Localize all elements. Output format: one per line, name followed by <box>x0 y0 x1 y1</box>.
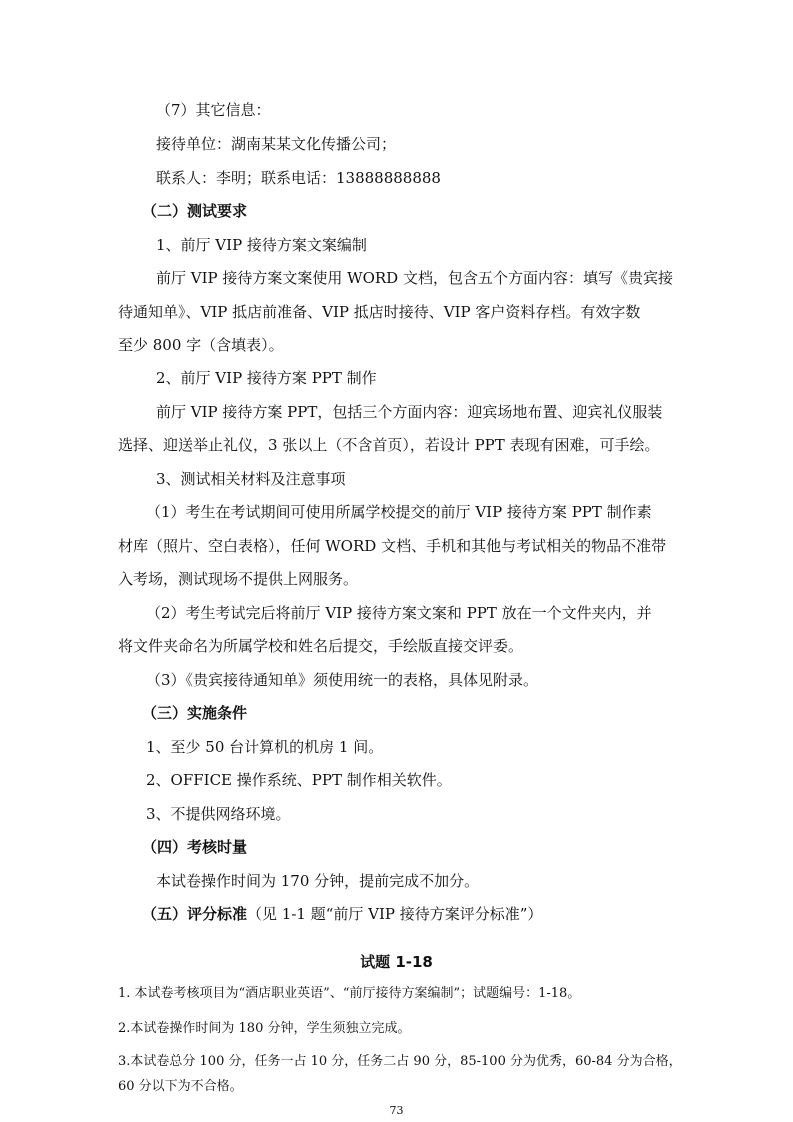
item2-title: 2、前厅 VIP 接待方案 PPT 制作 <box>156 369 377 387</box>
item2-text-line: 前厅 VIP 接待方案 PPT，包括三个方面内容：迎宾场地布置、迎宾礼仪服装 <box>156 403 663 421</box>
exam-info-line: 1. 本试卷考核项目为“酒店职业英语”、“前厅接待方案编制”；试题编号：1-18。 <box>118 986 581 1001</box>
item3-text-line: 材库（照片、空白表格），任何 WORD 文档、手机和其他与考试相关的物品不准带 <box>118 537 667 555</box>
condition-item: 3、不提供网络环境。 <box>146 805 291 823</box>
test-requirements-heading: （二）测试要求 <box>142 202 248 220</box>
item3-text-line: （2）考生考试完后将前厅 VIP 接待方案文案和 PPT 放在一个文件夹内，并 <box>146 604 652 622</box>
host-unit-line: 接待单位：湖南某某文化传播公司； <box>156 135 397 153</box>
item3-text-line: （3）《贵宾接待通知单》须使用统一的表格，具体见附录。 <box>146 671 539 689</box>
exam-title: 试题 1-18 <box>360 953 433 971</box>
scoring-line <box>142 904 542 924</box>
exam-info-line: 3.本试卷总分 100 分，任务一占 10 分，任务二占 90 分，85-100 分为优秀，60-84 分为合格， <box>118 1054 682 1069</box>
item3-title: 3、测试相关材料及注意事项 <box>156 470 346 488</box>
exam-info-line: 2.本试卷操作时间为 180 分钟，学生须独立完成。 <box>118 1021 411 1036</box>
time-text: 本试卷操作时间为 170 分钟，提前完成不加分。 <box>156 872 480 890</box>
time-heading: （四）考核时量 <box>142 838 248 856</box>
contact-line: 联系人：李明；联系电话：13888888888 <box>156 169 441 187</box>
item1-title: 1、前厅 VIP 接待方案文案编制 <box>156 236 367 254</box>
other-info-title: （7）其它信息： <box>156 101 271 119</box>
conditions-heading: （三）实施条件 <box>142 704 248 722</box>
item3-text-line: 入考场，测试现场不提供上网服务。 <box>118 570 359 588</box>
condition-item: 1、至少 50 台计算机的机房 1 间。 <box>146 738 384 756</box>
item1-text-line: 待通知单》、VIP 抵店前准备、VIP 抵店时接待、VIP 客户资料存档。有效字数 <box>118 303 641 321</box>
item1-text-line: 至少 800 字（含填表）。 <box>118 336 284 354</box>
item1-text-line: 前厅 VIP 接待方案文案使用 WORD 文档，包含五个方面内容：填写《贵宾接 <box>156 269 673 287</box>
page-number: 73 <box>389 1104 404 1117</box>
condition-item: 2、OFFICE 操作系统、PPT 制作相关软件。 <box>146 771 452 789</box>
scoring-heading: （五）评分标准 <box>142 905 248 923</box>
scoring-note: （见 1-1 题“前厅 VIP 接待方案评分标准”） <box>247 905 543 923</box>
item3-text-line: （1）考生在考试期间可使用所属学校提交的前厅 VIP 接待方案 PPT 制作素 <box>146 503 652 521</box>
item2-text-line: 选择、迎送举止礼仪，3 张以上（不含首页），若设计 PPT 表现有困难，可手绘。 <box>118 436 660 454</box>
item3-text-line: 将文件夹命名为所属学校和姓名后提交，手绘版直接交评委。 <box>118 637 524 655</box>
exam-info-line: 60 分以下为不合格。 <box>118 1079 243 1094</box>
